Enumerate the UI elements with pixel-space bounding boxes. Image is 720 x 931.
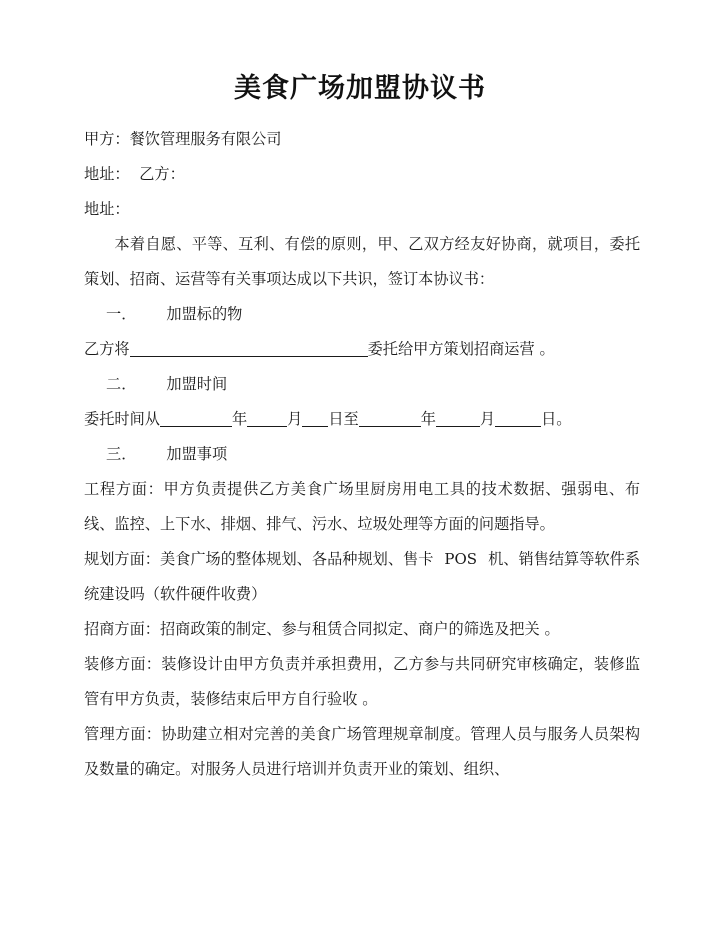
page-title: 美食广场加盟协议书 bbox=[234, 73, 486, 104]
section-2-marker: 二． bbox=[106, 375, 137, 393]
clause-investment: 招商方面：招商政策的制定、参与租赁合同拟定、商户的筛选及把关 。 bbox=[84, 620, 560, 638]
document-body bbox=[84, 122, 640, 787]
section-1-body bbox=[84, 332, 640, 367]
fill-in-blank-start-month[interactable] bbox=[247, 411, 287, 427]
unit-day-end: 日。 bbox=[541, 410, 572, 428]
preamble-paragraph: 本着自愿、平等、互利、有偿的原则，甲、乙双方经友好协商，就项目，委托策划、招商、运营等有关事项达成以下共识，签订本协议书： bbox=[84, 235, 640, 288]
section-1-body-prefix: 乙方将 bbox=[84, 340, 130, 358]
clause-planning-pos-term: POS bbox=[444, 550, 478, 568]
section-3-heading bbox=[84, 437, 640, 472]
address-line-2: 地址： bbox=[84, 200, 130, 218]
fill-in-blank-subject[interactable] bbox=[130, 341, 368, 357]
fill-in-blank-start-year[interactable] bbox=[160, 411, 232, 427]
clause-engineering: 工程方面：甲方负责提供乙方美食广场里厨房用电工具的技术数据、强弱电、布线、监控、上下水、排烟、排气、污水、垃圾处理等方面的问题指导。 bbox=[84, 480, 640, 533]
section-1-marker: 一． bbox=[106, 305, 137, 323]
clause-planning-part-2: 机、销售结算等软件系统建设吗（软件硬件收费） bbox=[84, 550, 641, 603]
fill-in-blank-start-day[interactable] bbox=[302, 411, 328, 427]
clause-management: 管理方面：协助建立相对完善的美食广场管理规章制度。管理人员与服务人员架构及数量的确定。对服务人员进行培训并负责开业的策划、组织、 bbox=[84, 725, 640, 778]
clause-planning-part-1: 规划方面：美食广场的整体规划、各品种规划、售卡 bbox=[84, 550, 434, 568]
fill-in-blank-end-day[interactable] bbox=[495, 411, 541, 427]
date-line-prefix: 委托时间从 bbox=[84, 410, 160, 428]
section-1-label: 加盟标的物 bbox=[166, 305, 243, 323]
section-2-label: 加盟时间 bbox=[166, 375, 228, 393]
section-3-label: 加盟事项 bbox=[166, 445, 228, 463]
party-a-line: 甲方：餐饮管理服务有限公司 bbox=[84, 130, 282, 148]
unit-month-start: 月 bbox=[287, 410, 303, 428]
address-and-party-b-line: 地址： 乙方： bbox=[84, 165, 185, 183]
unit-year-end: 年 bbox=[420, 410, 436, 428]
section-1-heading bbox=[84, 297, 640, 332]
fill-in-blank-end-year[interactable] bbox=[359, 411, 421, 427]
clause-decoration: 装修方面：装修设计由甲方负责并承担费用，乙方参与共同研究审核确定，装修监管有甲方负责，装修结束后甲方自行验收 。 bbox=[84, 655, 640, 708]
clause-planning bbox=[84, 542, 640, 612]
unit-month-end: 月 bbox=[479, 410, 496, 428]
section-2-heading bbox=[84, 367, 640, 402]
section-1-body-suffix: 委托给甲方策划招商运营 。 bbox=[367, 340, 555, 358]
section-2-date-line bbox=[84, 402, 640, 437]
unit-day-start: 日至 bbox=[328, 410, 359, 428]
section-3-marker: 三． bbox=[106, 445, 137, 463]
unit-year-start: 年 bbox=[231, 410, 248, 428]
fill-in-blank-end-month[interactable] bbox=[436, 411, 480, 427]
